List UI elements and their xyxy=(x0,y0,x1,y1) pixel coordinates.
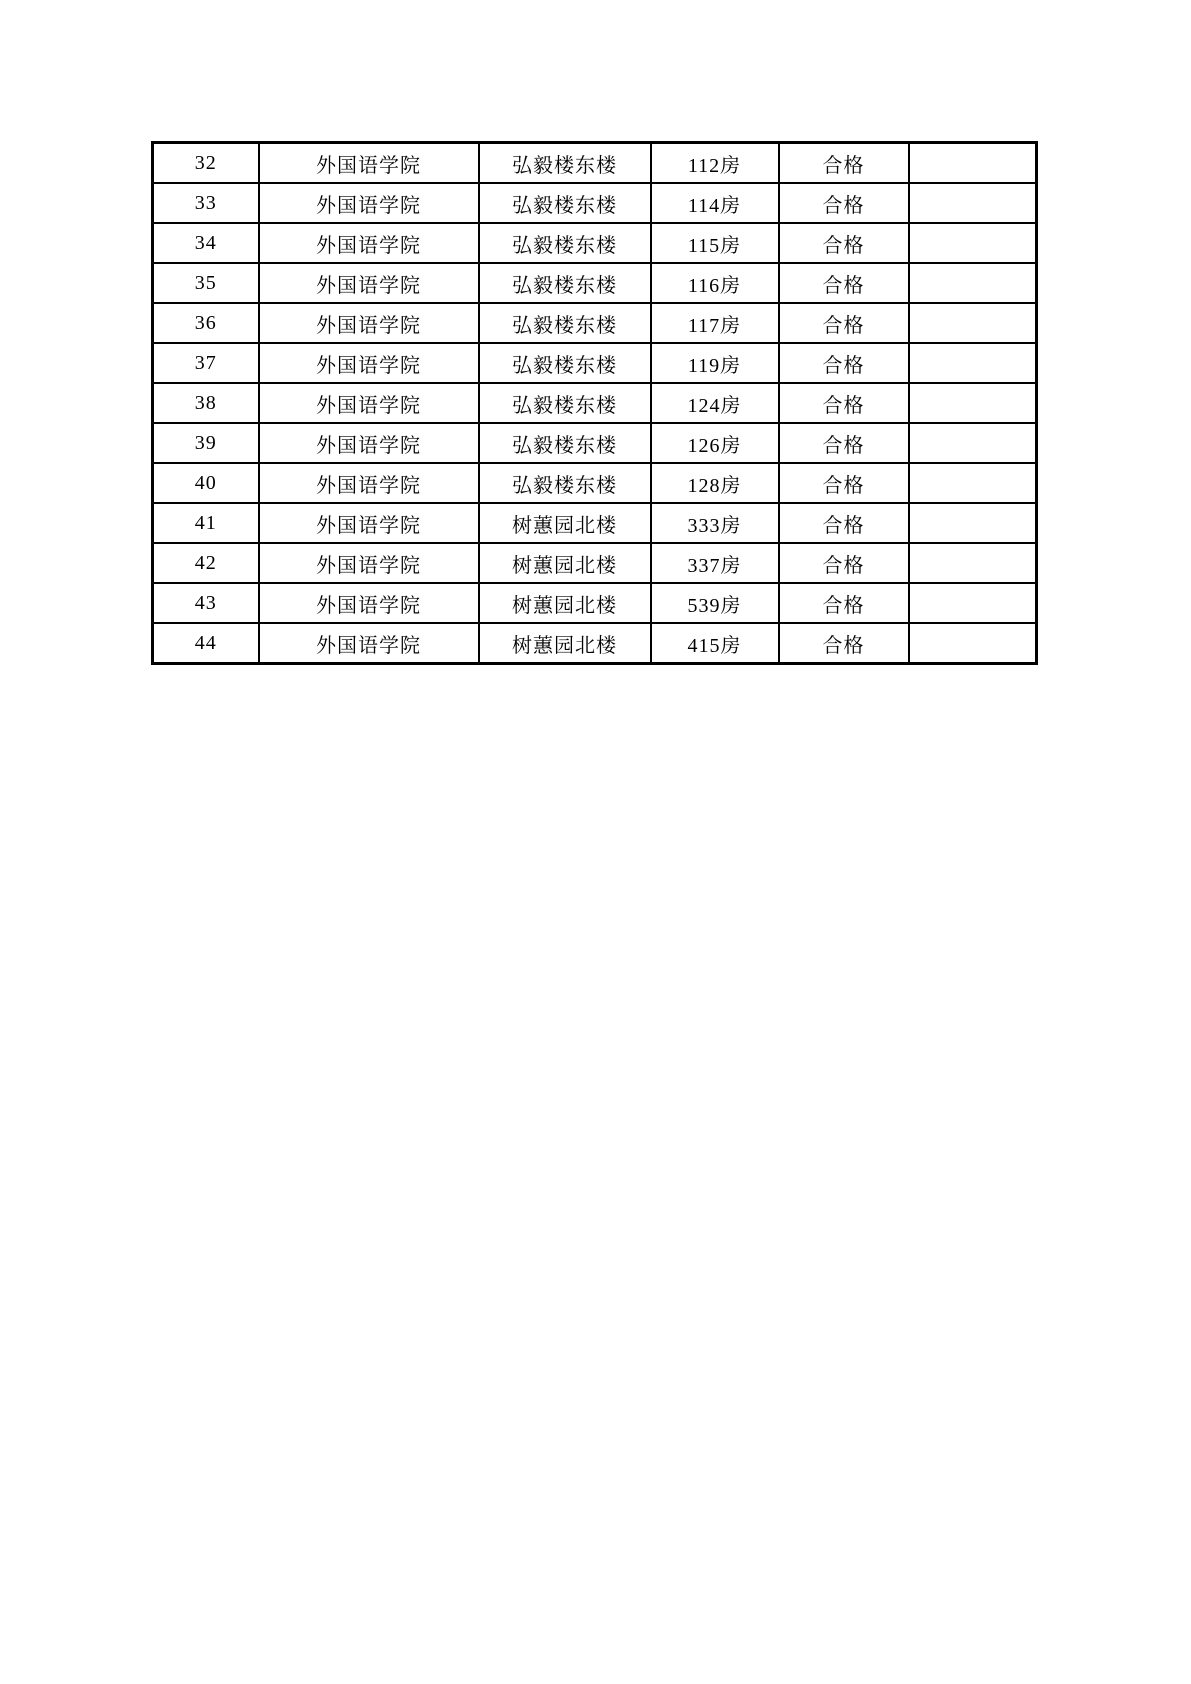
row-number-cell: 34 xyxy=(153,223,259,263)
note-cell xyxy=(909,543,1037,583)
note-cell xyxy=(909,343,1037,383)
building-cell: 弘毅楼东楼 xyxy=(479,143,651,184)
college-cell: 外国语学院 xyxy=(259,383,479,423)
result-cell: 合格 xyxy=(779,183,909,223)
college-cell: 外国语学院 xyxy=(259,303,479,343)
note-cell xyxy=(909,423,1037,463)
building-cell: 弘毅楼东楼 xyxy=(479,463,651,503)
room-cell: 128房 xyxy=(651,463,779,503)
table-row xyxy=(153,583,1037,623)
note-cell xyxy=(909,183,1037,223)
table-row xyxy=(153,143,1037,184)
room-cell: 119房 xyxy=(651,343,779,383)
result-cell: 合格 xyxy=(779,263,909,303)
college-cell: 外国语学院 xyxy=(259,583,479,623)
room-cell: 124房 xyxy=(651,383,779,423)
room-cell: 112房 xyxy=(651,143,779,184)
room-cell: 116房 xyxy=(651,263,779,303)
building-cell: 弘毅楼东楼 xyxy=(479,263,651,303)
row-number-cell: 41 xyxy=(153,503,259,543)
building-cell: 弘毅楼东楼 xyxy=(479,303,651,343)
room-cell: 126房 xyxy=(651,423,779,463)
row-number-cell: 36 xyxy=(153,303,259,343)
table-row xyxy=(153,383,1037,423)
note-cell xyxy=(909,463,1037,503)
building-cell: 弘毅楼东楼 xyxy=(479,423,651,463)
result-cell: 合格 xyxy=(779,623,909,664)
result-cell: 合格 xyxy=(779,423,909,463)
row-number-cell: 40 xyxy=(153,463,259,503)
result-cell: 合格 xyxy=(779,343,909,383)
college-cell: 外国语学院 xyxy=(259,623,479,664)
result-cell: 合格 xyxy=(779,503,909,543)
note-cell xyxy=(909,223,1037,263)
college-cell: 外国语学院 xyxy=(259,183,479,223)
college-cell: 外国语学院 xyxy=(259,343,479,383)
row-number-cell: 43 xyxy=(153,583,259,623)
table-row xyxy=(153,503,1037,543)
result-cell: 合格 xyxy=(779,223,909,263)
table-row xyxy=(153,303,1037,343)
note-cell xyxy=(909,623,1037,664)
room-cell: 415房 xyxy=(651,623,779,664)
result-cell: 合格 xyxy=(779,143,909,184)
row-number-cell: 38 xyxy=(153,383,259,423)
room-cell: 539房 xyxy=(651,583,779,623)
row-number-cell: 32 xyxy=(153,143,259,184)
college-cell: 外国语学院 xyxy=(259,503,479,543)
row-number-cell: 37 xyxy=(153,343,259,383)
result-cell: 合格 xyxy=(779,383,909,423)
table-row xyxy=(153,183,1037,223)
note-cell xyxy=(909,303,1037,343)
building-cell: 弘毅楼东楼 xyxy=(479,223,651,263)
college-cell: 外国语学院 xyxy=(259,263,479,303)
inspection-table-container xyxy=(151,141,1038,665)
college-cell: 外国语学院 xyxy=(259,223,479,263)
room-cell: 333房 xyxy=(651,503,779,543)
room-cell: 117房 xyxy=(651,303,779,343)
table-row xyxy=(153,223,1037,263)
building-cell: 弘毅楼东楼 xyxy=(479,183,651,223)
table-row xyxy=(153,263,1037,303)
college-cell: 外国语学院 xyxy=(259,463,479,503)
row-number-cell: 33 xyxy=(153,183,259,223)
result-cell: 合格 xyxy=(779,583,909,623)
building-cell: 树蕙园北楼 xyxy=(479,583,651,623)
building-cell: 树蕙园北楼 xyxy=(479,623,651,664)
row-number-cell: 44 xyxy=(153,623,259,664)
table-row xyxy=(153,543,1037,583)
building-cell: 树蕙园北楼 xyxy=(479,543,651,583)
results-table-body xyxy=(153,143,1037,664)
table-row xyxy=(153,343,1037,383)
college-cell: 外国语学院 xyxy=(259,143,479,184)
table-row xyxy=(153,423,1037,463)
result-cell: 合格 xyxy=(779,543,909,583)
result-cell: 合格 xyxy=(779,303,909,343)
note-cell xyxy=(909,143,1037,184)
inspection-results-table xyxy=(151,141,1038,665)
note-cell xyxy=(909,503,1037,543)
college-cell: 外国语学院 xyxy=(259,543,479,583)
row-number-cell: 42 xyxy=(153,543,259,583)
table-row xyxy=(153,623,1037,664)
college-cell: 外国语学院 xyxy=(259,423,479,463)
result-cell: 合格 xyxy=(779,463,909,503)
note-cell xyxy=(909,263,1037,303)
note-cell xyxy=(909,383,1037,423)
building-cell: 树蕙园北楼 xyxy=(479,503,651,543)
table-row xyxy=(153,463,1037,503)
room-cell: 115房 xyxy=(651,223,779,263)
building-cell: 弘毅楼东楼 xyxy=(479,343,651,383)
note-cell xyxy=(909,583,1037,623)
room-cell: 114房 xyxy=(651,183,779,223)
row-number-cell: 39 xyxy=(153,423,259,463)
row-number-cell: 35 xyxy=(153,263,259,303)
building-cell: 弘毅楼东楼 xyxy=(479,383,651,423)
room-cell: 337房 xyxy=(651,543,779,583)
